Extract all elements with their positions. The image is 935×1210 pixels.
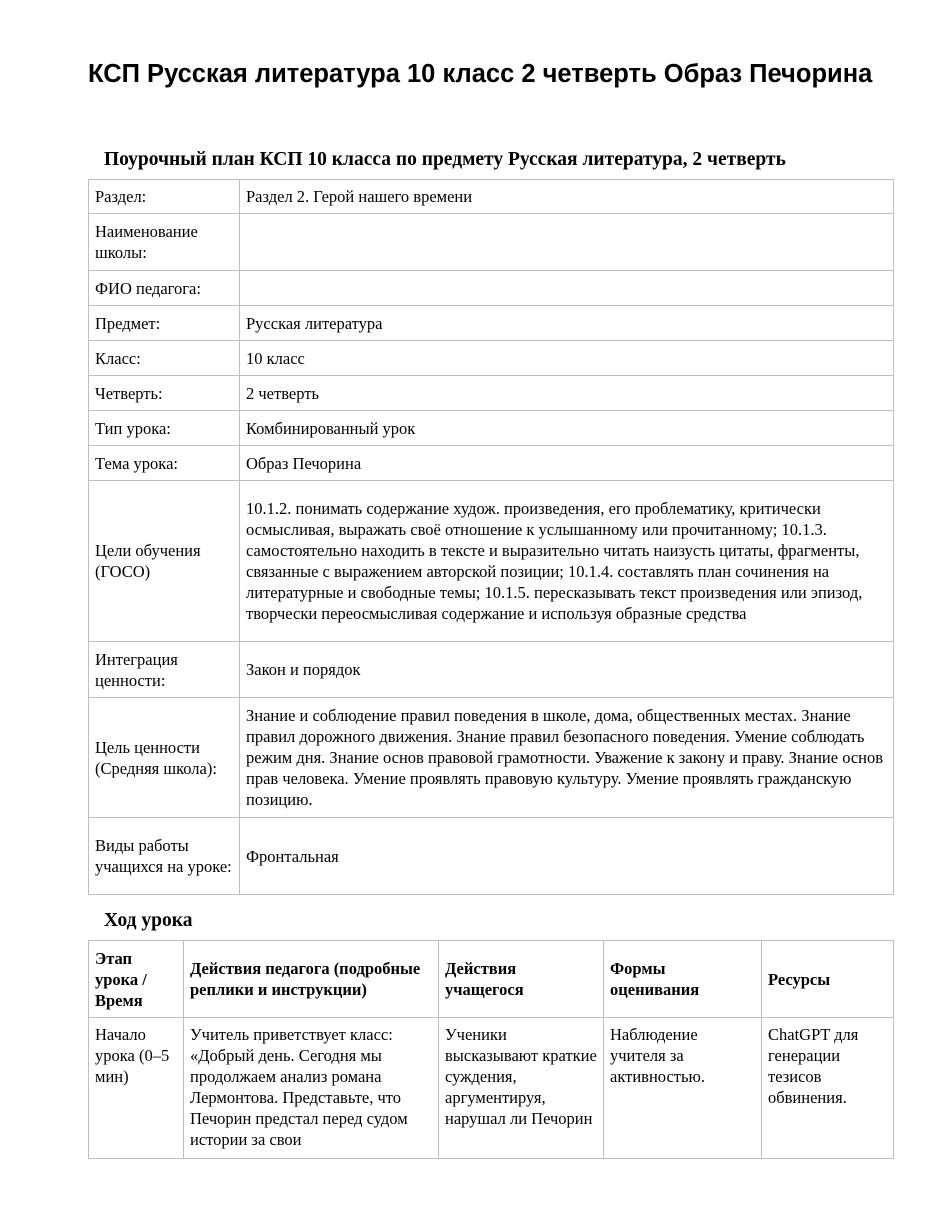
plan-row-label: Цель ценности (Средняя школа):	[89, 698, 240, 818]
plan-row-label: Раздел:	[89, 180, 240, 214]
lesson-column-header: Этап урока / Время	[89, 941, 184, 1018]
lesson-table-body	[89, 1018, 894, 1159]
plan-row-label: Четверть:	[89, 376, 240, 411]
plan-row-label: Наименование школы:	[89, 214, 240, 271]
plan-row-value: Закон и порядок	[240, 642, 894, 698]
lesson-cell: Наблюдение учителя за активностью.	[604, 1018, 762, 1159]
plan-row-value: Раздел 2. Герой нашего времени	[240, 180, 894, 214]
plan-row-value: Знание и соблюдение правил поведения в школе, дома, общественных местах. Знание правил дорожного движения. Знание правил безопасного поведения. Умение соблюдать режим дня. Знание основ правовой грамотности. Уважение к закону и праву. Знание основ прав человека. Умение проявлять правовую культуру. Умение проявлять гражданскую позицию.	[240, 698, 894, 818]
plan-row-label: Интеграция ценности:	[89, 642, 240, 698]
lesson-heading: Ход урока	[104, 910, 193, 931]
plan-row-value: Русская литература	[240, 306, 894, 341]
plan-row-value	[240, 214, 894, 271]
plan-row	[89, 214, 894, 271]
plan-row-value: 2 четверть	[240, 376, 894, 411]
lesson-table	[88, 940, 894, 1159]
plan-row	[89, 341, 894, 376]
lesson-cell: Начало урока (0–5 мин)	[89, 1018, 184, 1159]
lesson-column-header: Действия педагога (подробные реплики и инструкции)	[184, 941, 439, 1018]
plan-row-label: ФИО педагога:	[89, 271, 240, 306]
document-title: КСП Русская литература 10 класс 2 четверть Образ Печорина	[88, 60, 873, 88]
lesson-column-header: Ресурсы	[762, 941, 894, 1018]
plan-table	[88, 179, 894, 895]
plan-row-value: 10 класс	[240, 341, 894, 376]
plan-row	[89, 446, 894, 481]
plan-row-label: Предмет:	[89, 306, 240, 341]
lesson-cell: Ученики высказывают краткие суждения, аргументируя, нарушал ли Печорин	[439, 1018, 604, 1159]
plan-row	[89, 376, 894, 411]
plan-row-value: 10.1.2. понимать содержание худож. произведения, его проблематику, критически осмысливая, выражать своё отношение к услышанному или прочитанному; 10.1.3. самостоятельно находить в тексте и выразительно читать наизусть цитаты, фрагменты, связанные с выражением авторской позиции; 10.1.4. составлять план сочинения на литературные и свободные темы; 10.1.5. пересказывать текст произведения или эпизод, творчески переосмысливая содержание и используя образные средства	[240, 481, 894, 642]
plan-row	[89, 698, 894, 818]
plan-row-label: Тип урока:	[89, 411, 240, 446]
lesson-cell: Учитель приветствует класс: «Добрый день. Сегодня мы продолжаем анализ романа Лермонтова. Представьте, что Печорин предстал перед судом истории за свои	[184, 1018, 439, 1159]
plan-row-label: Тема урока:	[89, 446, 240, 481]
plan-row	[89, 818, 894, 895]
plan-row-value: Комбинированный урок	[240, 411, 894, 446]
plan-row-label: Цели обучения (ГОСО)	[89, 481, 240, 642]
plan-heading: Поурочный план КСП 10 класса по предмету Русская литература, 2 четверть	[104, 149, 786, 170]
plan-row	[89, 306, 894, 341]
plan-row-label: Класс:	[89, 341, 240, 376]
lesson-header-row	[89, 941, 894, 1018]
lesson-column-header: Действия учащегося	[439, 941, 604, 1018]
lesson-row	[89, 1018, 894, 1159]
plan-row	[89, 180, 894, 214]
plan-row	[89, 271, 894, 306]
plan-row	[89, 642, 894, 698]
lesson-cell: ChatGPT для генерации тезисов обвинения.	[762, 1018, 894, 1159]
plan-table-body	[89, 180, 894, 895]
plan-row-label: Виды работы учащихся на уроке:	[89, 818, 240, 895]
plan-row-value: Фронтальная	[240, 818, 894, 895]
plan-row-value: Образ Печорина	[240, 446, 894, 481]
plan-row-value	[240, 271, 894, 306]
plan-row	[89, 411, 894, 446]
plan-row	[89, 481, 894, 642]
lesson-column-header: Формы оценивания	[604, 941, 762, 1018]
